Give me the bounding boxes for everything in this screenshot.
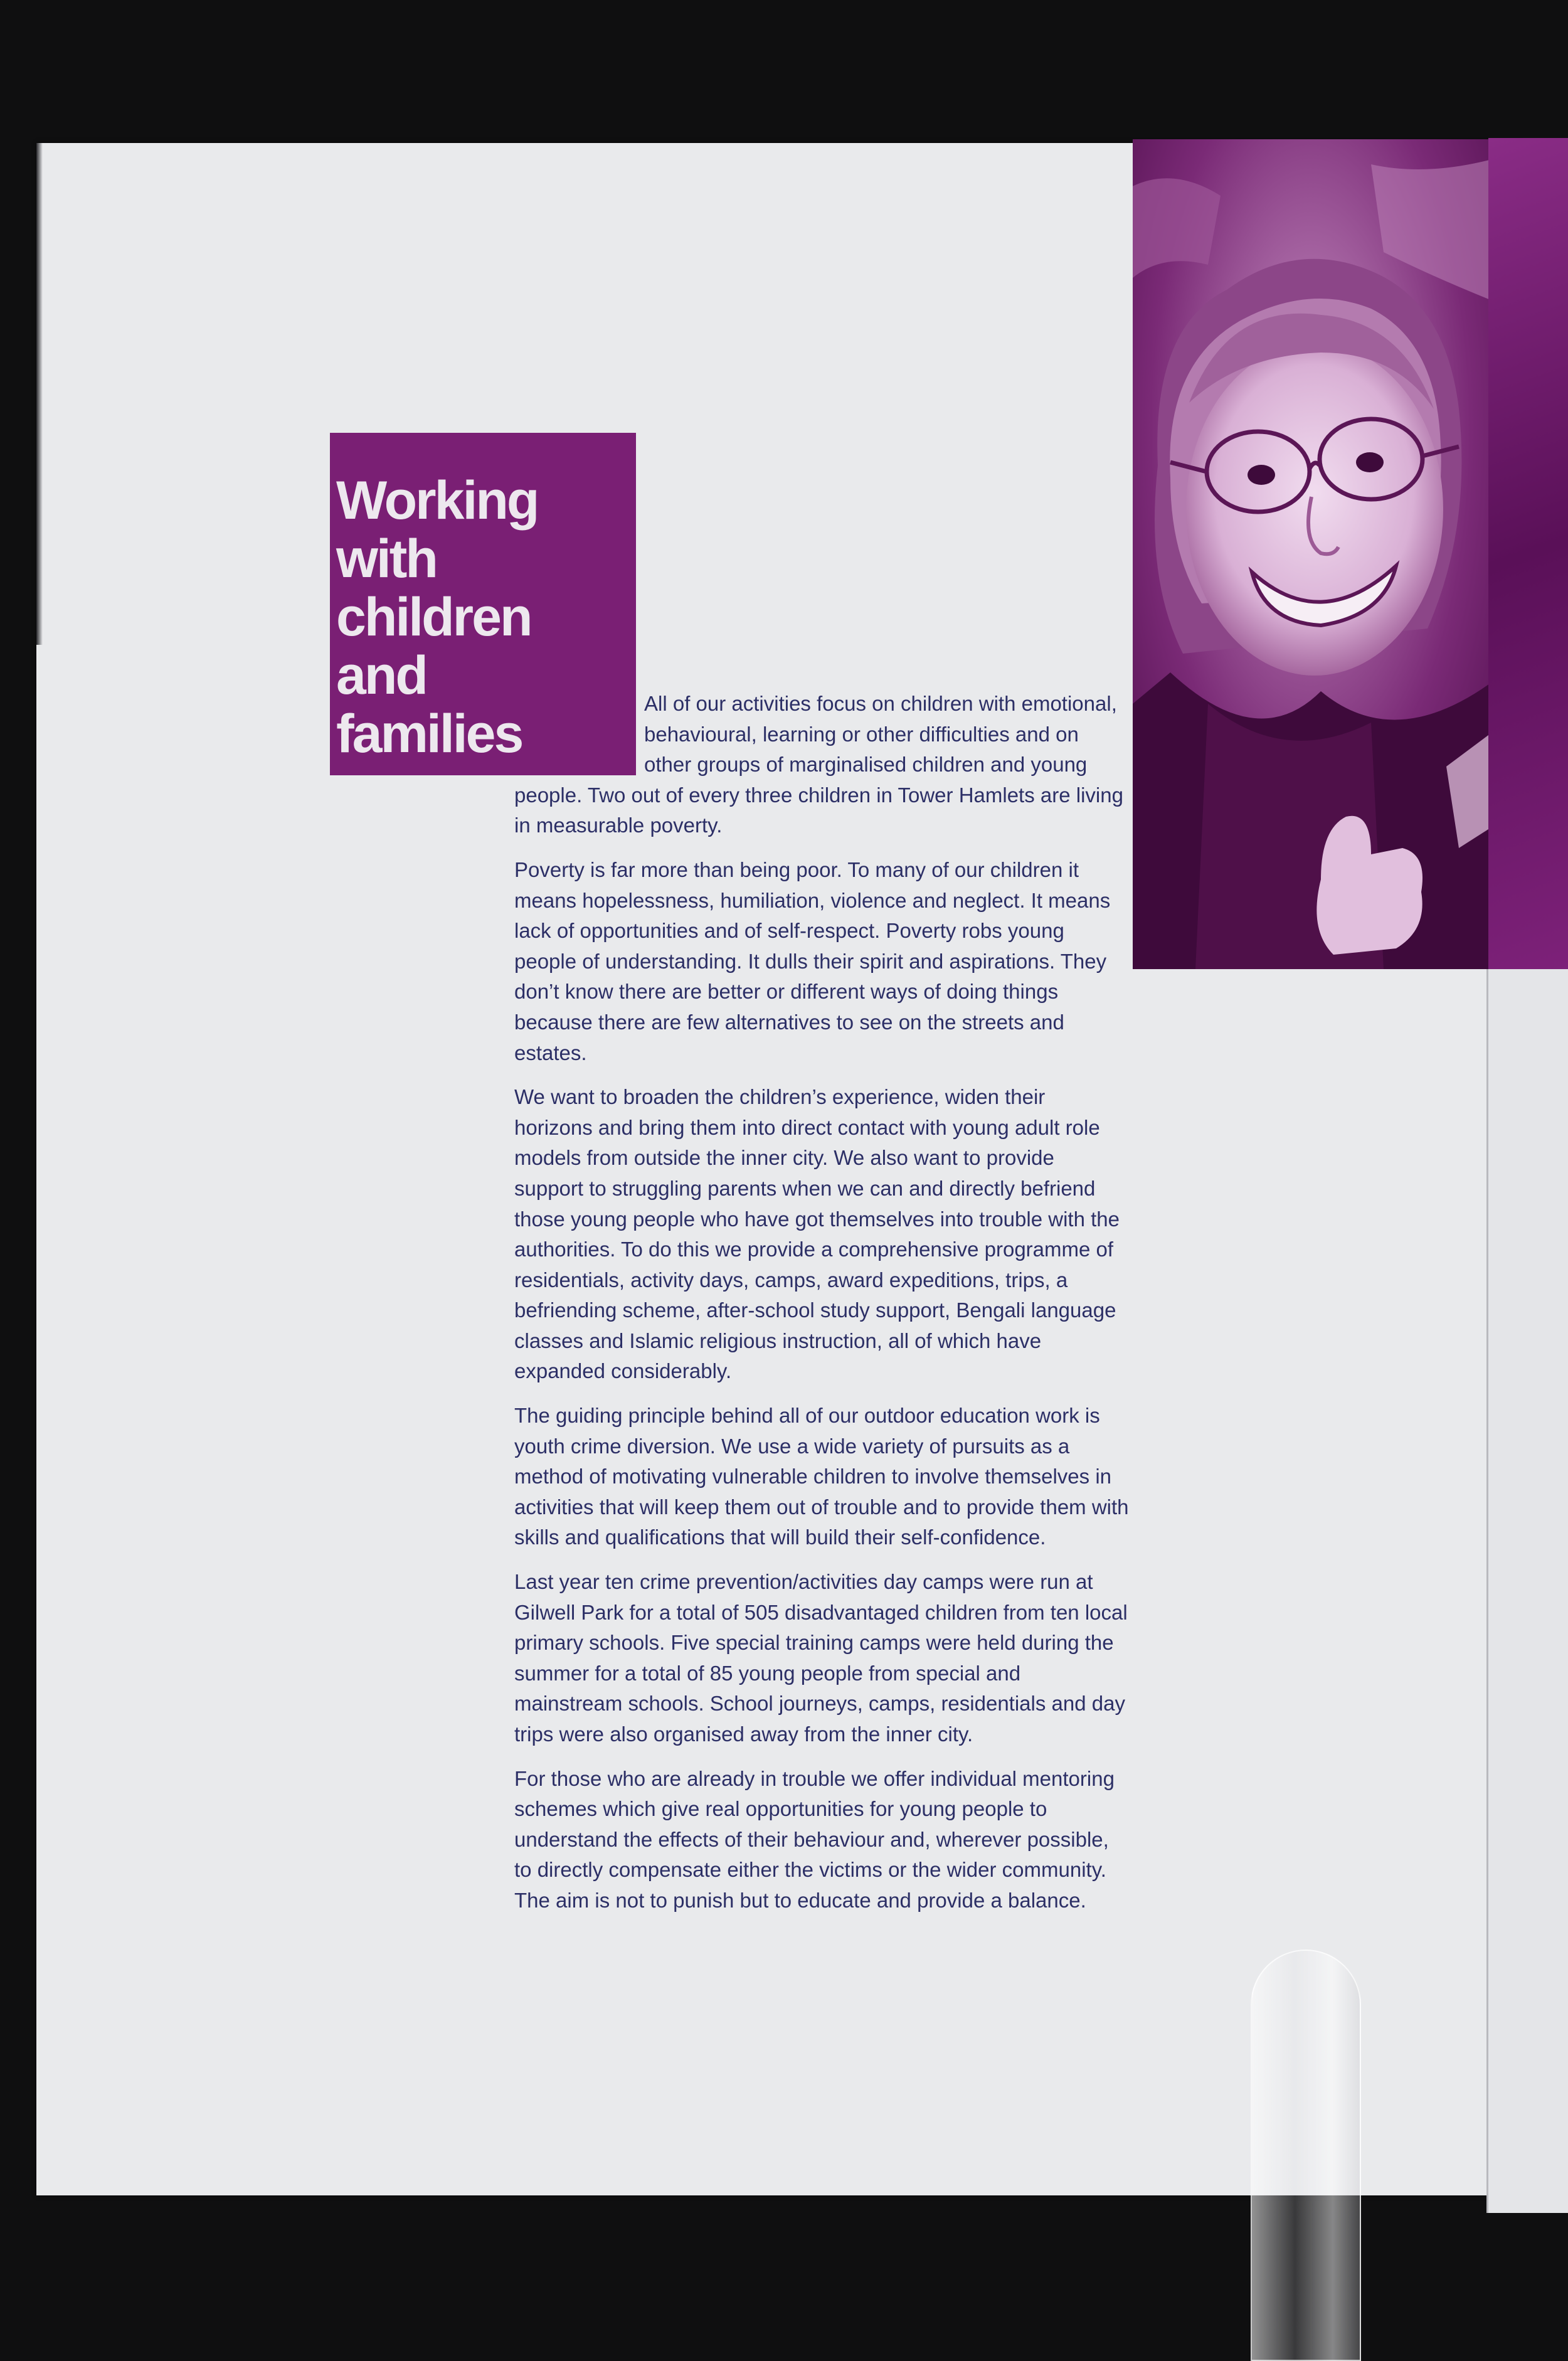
title-line: children xyxy=(336,587,531,647)
title-line: Working xyxy=(336,470,538,531)
title-line: and xyxy=(336,645,426,706)
paragraph-broaden: We want to broaden the children’s experience, widen their horizons and bring them into direct contact with young adult role models from outside the inner city. We also want to provide support to struggling parents when we can and directly befriend those young people who have got themselves into trouble with the authorities. To do this we provide a comprehensive programme of residentials, activity days, camps, award expeditions, trips, a befriending scheme, after-school study support, Bengali language classes and Islamic religious instruction, all of which have expanded considerably. xyxy=(514,1085,1120,1383)
binder-clip xyxy=(1251,1950,1361,2361)
paragraph-guiding-principle: The guiding principle behind all of our outdoor education work is youth crime diversion. We use a wide variety of pursuits as a method of motivating vulnerable children to involve themselves in activities that will keep them out of trouble and to provide them with skills and qualifications that will build their self-confidence. xyxy=(514,1404,1129,1549)
paragraph-poverty: Poverty is far more than being poor. To many of our children it means hopelessness, humiliation, violence and neglect. It means lack of opportunities and of self-respect. Poverty robs young people of understanding. It dulls their spirit and aspirations. They don’t know there are better or different ways of doing things because there are few alternatives to see on the streets and estates. xyxy=(514,857,1111,1064)
title-line: with xyxy=(336,529,437,589)
spine-shadow xyxy=(36,143,43,645)
paragraph-intro: All of our activities focus on children with emotional, behavioural, learning or other difficulties and on other groups of marginalised children and young people. Two out of every three children in Tower Hamlets are living in measurable poverty. xyxy=(514,692,1123,837)
adjacent-page-photo xyxy=(1488,138,1568,969)
child-photo xyxy=(1133,139,1488,969)
paragraph-last-year: Last year ten crime prevention/activities day camps were run at Gilwell Park for a total of 505 disadvantaged children from ten local primary schools. Five special training camps were held during the summer for a total of 85 young people from special and mainstream schools. School journeys, camps, residentials and day trips were also organised away from the inner city. xyxy=(514,1570,1128,1746)
article-body xyxy=(514,689,1129,1930)
title-line: families xyxy=(336,704,522,764)
paragraph-mentoring: For those who are already in trouble we offer individual mentoring schemes which give real opportunities for young people to understand the effects of their behaviour and, wherever possible, to directly compensate either the victims or the wider community. The aim is not to punish but to educate and provide a balance. xyxy=(514,1766,1115,1912)
